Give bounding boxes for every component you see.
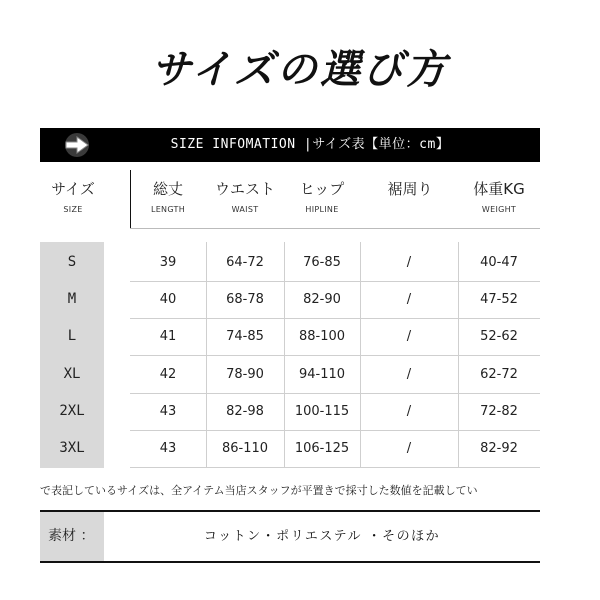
hip-value: 100-115 bbox=[294, 404, 350, 419]
header-length-jp: 総丈 bbox=[152, 180, 183, 198]
hem-value: / bbox=[406, 329, 412, 344]
measurement-note: で表記しているサイズは、全アイテム当店スタッフが平置きで採寸した数値を記載してい bbox=[40, 484, 478, 497]
header-weight-en: WEIGHT bbox=[481, 205, 517, 214]
waist-value: 78-90 bbox=[226, 367, 264, 382]
length-value: 43 bbox=[159, 404, 177, 419]
waist-value: 64-72 bbox=[226, 255, 264, 270]
hem-value: / bbox=[406, 292, 412, 307]
banner-text: SIZE INFOMATION |サイズ表【単位：cm】 bbox=[170, 137, 450, 152]
header-hem-jp: 裾周り bbox=[387, 180, 433, 198]
hip-value: 94-110 bbox=[298, 367, 346, 382]
size-label: M bbox=[67, 291, 77, 307]
size-info-banner bbox=[40, 128, 540, 162]
weight-value: 47-52 bbox=[480, 292, 518, 307]
material-label: 素材 ： bbox=[40, 512, 104, 561]
header-waist bbox=[206, 170, 284, 230]
waist-value: 68-78 bbox=[226, 292, 264, 307]
header-size bbox=[40, 170, 106, 230]
header-size-jp: サイズ bbox=[51, 180, 95, 198]
length-value: 43 bbox=[159, 441, 177, 456]
hem-value: / bbox=[406, 404, 412, 419]
row-divider bbox=[130, 467, 540, 468]
weight-value: 62-72 bbox=[480, 367, 518, 382]
size-label: L bbox=[67, 328, 77, 344]
length-value: 39 bbox=[159, 255, 177, 270]
size-label: XL bbox=[63, 366, 81, 382]
weight-value: 40-47 bbox=[480, 255, 518, 270]
header-waist-jp: ウエスト bbox=[214, 180, 275, 198]
hip-value: 82-90 bbox=[303, 292, 341, 307]
header-hem bbox=[370, 170, 450, 230]
header-weight-jp: 体重KG bbox=[473, 180, 525, 198]
hem-value: / bbox=[406, 255, 412, 270]
header-length bbox=[136, 170, 200, 230]
length-value: 40 bbox=[159, 292, 177, 307]
length-value: 42 bbox=[159, 367, 177, 382]
hem-value: / bbox=[406, 441, 412, 456]
header-length-en: LENGTH bbox=[150, 205, 186, 214]
material-value: コットン・ポリエステル ・そのほか bbox=[203, 529, 441, 544]
weight-value: 72-82 bbox=[480, 404, 518, 419]
waist-value: 86-110 bbox=[221, 441, 269, 456]
size-label: 3XL bbox=[59, 440, 85, 456]
material-bottom-rule bbox=[40, 561, 540, 563]
size-label: S bbox=[67, 254, 77, 270]
header-hip-jp: ヒップ bbox=[299, 180, 345, 198]
hem-value: / bbox=[406, 367, 412, 382]
header-hip-en: HIPLINE bbox=[305, 205, 339, 214]
hip-value: 76-85 bbox=[303, 255, 341, 270]
header-weight bbox=[458, 170, 540, 230]
waist-value: 74-85 bbox=[226, 329, 264, 344]
page-title: サイズの選び方 bbox=[151, 47, 449, 93]
header-size-en: SIZE bbox=[63, 205, 83, 214]
header-divider bbox=[130, 170, 131, 228]
header-hip bbox=[284, 170, 360, 230]
length-value: 41 bbox=[159, 329, 177, 344]
size-label: 2XL bbox=[59, 403, 85, 419]
hip-value: 88-100 bbox=[298, 329, 346, 344]
weight-value: 52-62 bbox=[480, 329, 518, 344]
hip-value: 106-125 bbox=[294, 441, 350, 456]
weight-value: 82-92 bbox=[480, 441, 518, 456]
header-waist-en: WAIST bbox=[231, 205, 259, 214]
waist-value: 82-98 bbox=[226, 404, 264, 419]
header-underline bbox=[130, 228, 540, 229]
